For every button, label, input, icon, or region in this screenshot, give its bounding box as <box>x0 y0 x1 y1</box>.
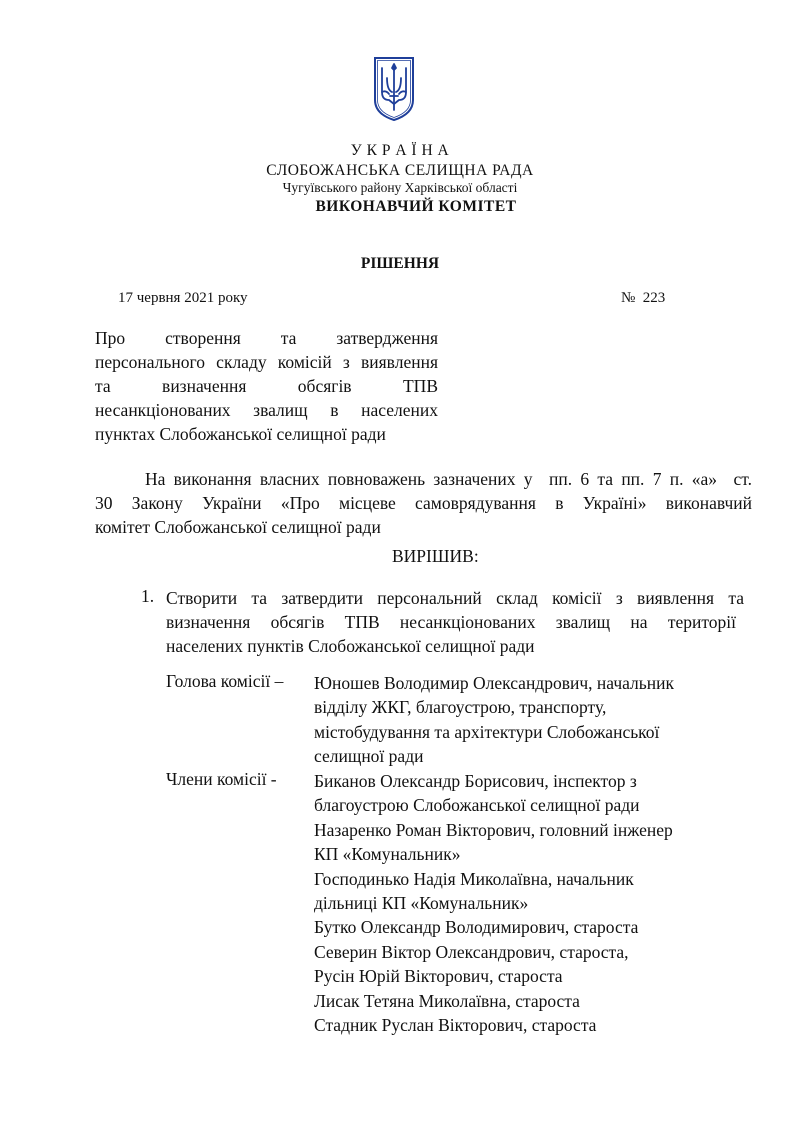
member-line: Русін Юрій Вікторович, староста <box>314 966 563 987</box>
preamble-line: На виконання власних повноважень зазначених у пп. 6 та пп. 7 п. «а» ст. <box>145 469 752 489</box>
member-line: КП «Комунальник» <box>314 844 461 865</box>
header-committee: ВИКОНАВЧИЙ КОМІТЕТ <box>315 198 517 215</box>
subject-line: персонального складу комісій з виявлення <box>95 352 438 372</box>
item-line: Створити та затвердити персональний склад комісії з виявлення та <box>166 588 744 608</box>
head-label: Голова комісії – <box>166 671 284 691</box>
head-line: селищної ради <box>314 746 424 767</box>
member-line: дільниці КП «Комунальник» <box>314 892 529 913</box>
members-label: Члени комісії - <box>166 769 277 789</box>
subject-block <box>95 326 438 446</box>
subject-line: несанкціонованих звалищ в населених <box>95 400 438 420</box>
subject-line: Про створення та затвердження <box>95 328 438 348</box>
header-council: СЛОБОЖАНСЬКА СЕЛИЩНА РАДА <box>266 162 534 179</box>
header-country: У К Р А Ї Н А <box>350 142 450 159</box>
item-text <box>166 586 744 658</box>
document-date: 17 червня 2021 року <box>118 290 248 306</box>
members-list <box>314 769 673 1037</box>
member-line: Назаренко Роман Вікторович, головний інженер <box>314 819 673 840</box>
preamble-line: комітет Слобожанської селищної ради <box>95 517 381 537</box>
member-line: Биканов Олександр Борисович, інспектор з <box>314 771 637 791</box>
member-line: благоустрою Слобожанської селищної ради <box>314 795 640 816</box>
head-details <box>314 671 674 769</box>
member-line: Северин Віктор Олександрович, староста, <box>314 941 629 962</box>
item-line: населених пунктів Слобожанської селищної ради <box>166 636 535 656</box>
header-district: Чугуївського району Харківської області <box>282 180 518 195</box>
head-line: містобудування та архітектури Слобожанської <box>314 721 660 742</box>
preamble <box>95 467 752 539</box>
head-line: відділу ЖКГ, благоустрою, транспорту, <box>314 697 607 718</box>
item-number: 1. <box>141 586 155 606</box>
member-line: Бутко Олександр Володимирович, староста <box>314 917 639 938</box>
document-type: РІШЕННЯ <box>360 255 440 272</box>
document-number: № 223 <box>621 290 666 306</box>
decided-heading: ВИРІШИВ: <box>392 546 479 566</box>
member-line: Стадник Руслан Вікторович, староста <box>314 1014 597 1035</box>
head-line: Юношев Володимир Олександрович, начальник <box>314 673 674 693</box>
member-line: Лисак Тетяна Миколаївна, староста <box>314 990 580 1011</box>
preamble-line: 30 Закону України «Про місцеве самоврядування в Україні» виконавчий <box>95 493 752 513</box>
member-line: Господинько Надія Миколаївна, начальник <box>314 868 634 889</box>
item-line: визначення обсягів ТПВ несанкціонованих звалищ на території <box>166 612 736 632</box>
trident-emblem-icon <box>372 56 416 122</box>
subject-line: та визначення обсягів ТПВ <box>95 376 438 396</box>
subject-line: пунктах Слобожанської селищної ради <box>95 424 386 444</box>
